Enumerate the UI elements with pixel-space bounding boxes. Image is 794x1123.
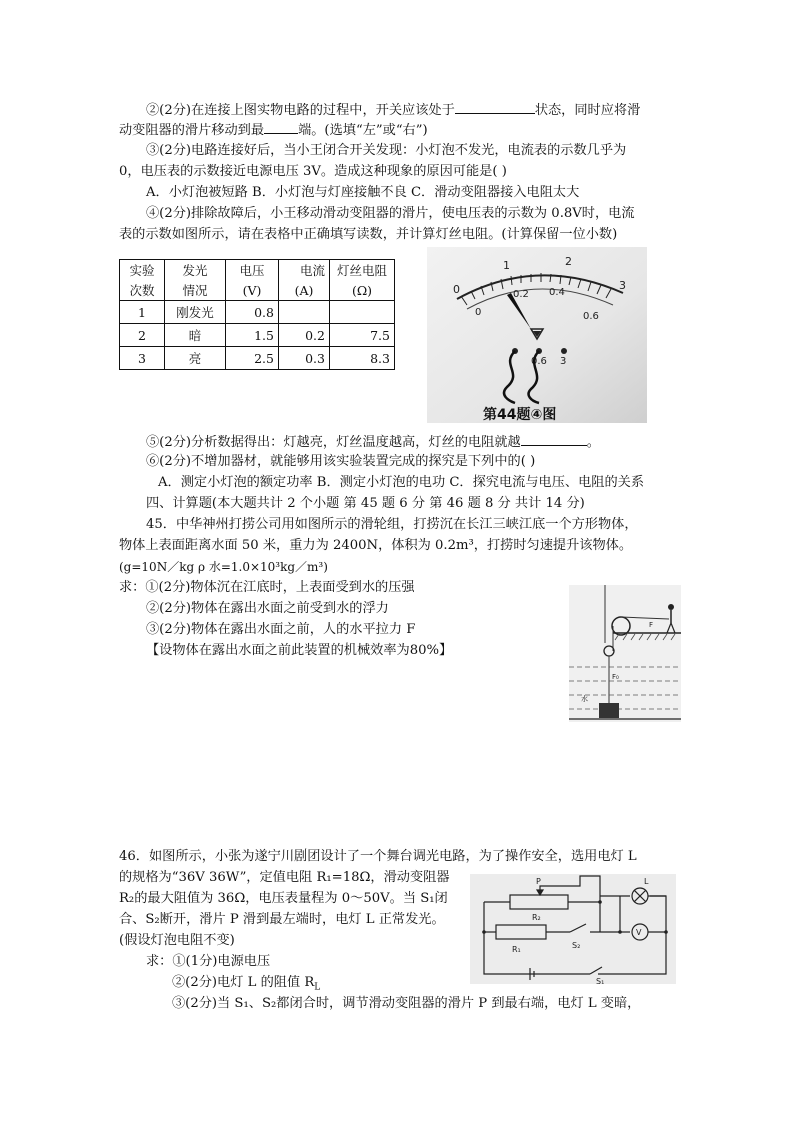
circuit-label: R₂ bbox=[532, 913, 541, 922]
q44-part4-line1: ④(2分)排除故障后，小王移动滑动变阻器的滑片，使电压表的示数为 0.8V时，电流 bbox=[146, 206, 635, 221]
table-header: (A) bbox=[279, 280, 330, 301]
table-header: (V) bbox=[226, 280, 279, 301]
q45-line2: 物体上表面距离水面 50 米，重力为 2400N，体积为 0.2m³，打捞时匀速提升该物体。 bbox=[119, 538, 633, 553]
voltmeter-label: V bbox=[636, 928, 642, 937]
circuit-figure bbox=[470, 874, 676, 984]
q46-line1: 46．如图所示，小张为遂宁川剧团设计了一个舞台调光电路，为了操作安全，选用电灯 L bbox=[119, 849, 637, 864]
table-header: 电流 bbox=[279, 260, 330, 281]
pulley-figure bbox=[569, 585, 681, 722]
q45-line1: 45．中华神州打捞公司用如图所示的滑轮组，打捞沉在长江三峡江底一个方形物体， bbox=[146, 517, 638, 532]
table-row: 2 暗 1.5 0.2 7.5 bbox=[120, 324, 395, 347]
table-header: 电压 bbox=[226, 260, 279, 281]
q44-part3-line2: 0，电压表的示数接近电源电压 3V。造成这种现象的原因可能是( ) bbox=[119, 164, 507, 179]
water-label: 水 bbox=[581, 695, 588, 703]
section-heading: 四、计算题(本大题共计 2 个小题 第 45 题 6 分 第 46 题 8 分 共计 14 分) bbox=[146, 496, 585, 511]
table-row: 1 刚发光 0.8 bbox=[120, 301, 395, 324]
q46-question1: 求：①(1分)电源电压 bbox=[146, 954, 271, 969]
ammeter-figure bbox=[427, 247, 647, 423]
answer-blank[interactable] bbox=[455, 100, 535, 114]
answer-blank[interactable] bbox=[264, 120, 298, 134]
meter-scale-bottom: 0.2 bbox=[513, 289, 529, 300]
circuit-label: S₂ bbox=[572, 941, 581, 950]
ammeter-illustration bbox=[427, 247, 647, 423]
q44-part6: ⑥(2分)不增加器材，就能够用该实验装置完成的探究是下列中的( ) bbox=[146, 454, 536, 469]
q44-part2-line2: 动变阻器的滑片移动到最 端。(选填“左”或“右”) bbox=[119, 120, 428, 140]
circuit-label: S₁ bbox=[596, 977, 605, 984]
meter-scale-bottom: 0 bbox=[475, 307, 482, 318]
force-label: F₀ bbox=[612, 673, 619, 681]
q44-part6-options: A．测定小灯泡的额定功率 B．测定小灯泡的电功 C．探究电流与电压、电阻的关系 bbox=[158, 475, 645, 490]
q46-question3: ③(2分)当 S₁、S₂都闭合时，调节滑动变阻器的滑片 P 到最右端，电灯 L 变暗， bbox=[172, 996, 641, 1011]
q44-part2-line1: ②(2分)在连接上图实物电路的过程中，开关应该处于 状态，同时应将滑 bbox=[146, 100, 640, 120]
table-header: 灯丝电阻 bbox=[330, 260, 395, 281]
table-header: 次数 bbox=[120, 280, 165, 301]
q46-line2: 的规格为“36V 36W”，定值电阻 R₁=18Ω，滑动变阻器 bbox=[119, 870, 450, 885]
circuit-label: P bbox=[536, 877, 541, 886]
answer-blank[interactable] bbox=[521, 432, 587, 446]
meter-scale-bottom: 0.4 bbox=[549, 287, 565, 298]
q45-question1: 求：①(2分)物体沉在江底时，上表面受到水的压强 bbox=[119, 580, 415, 595]
table-header: 实验 bbox=[120, 260, 165, 281]
q45-note: 【设物体在露出水面之前此装置的机械效率为80%】 bbox=[146, 643, 453, 658]
meter-scale-top: 2 bbox=[565, 255, 572, 268]
circuit-diagram bbox=[470, 874, 676, 984]
meter-scale-top: 1 bbox=[503, 259, 510, 272]
answer-cell[interactable] bbox=[330, 301, 395, 324]
table-header: 情况 bbox=[165, 280, 226, 301]
q46-line3: R₂的最大阻值为 36Ω，电压表量程为 0～50V。当 S₁闭 bbox=[119, 891, 448, 906]
meter-scale-bottom: 0.6 bbox=[583, 311, 599, 322]
table-header: 发光 bbox=[165, 260, 226, 281]
q46-question2: ②(2分)电灯 L 的阻值 $R_L$ bbox=[172, 975, 321, 993]
q46-line4: 合、S₂断开，滑片 P 滑到最左端时，电灯 L 正常发光。 bbox=[119, 912, 445, 927]
meter-terminal-label: 0.6 bbox=[531, 356, 547, 367]
q44-part3-options: A．小灯泡被短路 B．小灯泡与灯座接触不良 C．滑动变阻器接入电阻太大 bbox=[146, 185, 580, 200]
figure-caption: 第44题④图 bbox=[483, 407, 557, 423]
meter-scale-top: 3 bbox=[619, 279, 626, 292]
q45-constants: (g=10N／kg ρ 水=1.0×10³kg／m³) bbox=[119, 560, 328, 574]
q44-part4-line2: 表的示数如图所示，请在表格中正确填写读数，并计算灯丝电阻。(计算保留一位小数) bbox=[119, 227, 618, 242]
table-header: (Ω) bbox=[330, 280, 395, 301]
q44-part5: ⑤(2分)分析数据得出：灯越亮，灯丝温度越高，灯丝的电阻就越 。 bbox=[146, 432, 600, 452]
pulley-illustration bbox=[569, 585, 681, 722]
circuit-label: L bbox=[644, 877, 649, 886]
q46-line5: (假设灯泡电阻不变) bbox=[119, 933, 235, 948]
meter-terminal-label: 3 bbox=[560, 356, 567, 367]
q45-question3: ③(2分)物体在露出水面之前，人的水平拉力 F bbox=[146, 622, 416, 637]
meter-scale-top: 0 bbox=[453, 283, 460, 296]
q44-part3-line1: ③(2分)电路连接好后，当小王闭合开关发现：小灯泡不发光，电流表的示数几乎为 bbox=[146, 143, 627, 158]
answer-cell[interactable] bbox=[279, 301, 330, 324]
circuit-label: R₁ bbox=[512, 945, 521, 954]
force-label: F bbox=[649, 621, 654, 629]
table-row: 3 亮 2.5 0.3 8.3 bbox=[120, 347, 395, 370]
q45-question2: ②(2分)物体在露出水面之前受到水的浮力 bbox=[146, 601, 389, 616]
data-table bbox=[119, 259, 395, 370]
